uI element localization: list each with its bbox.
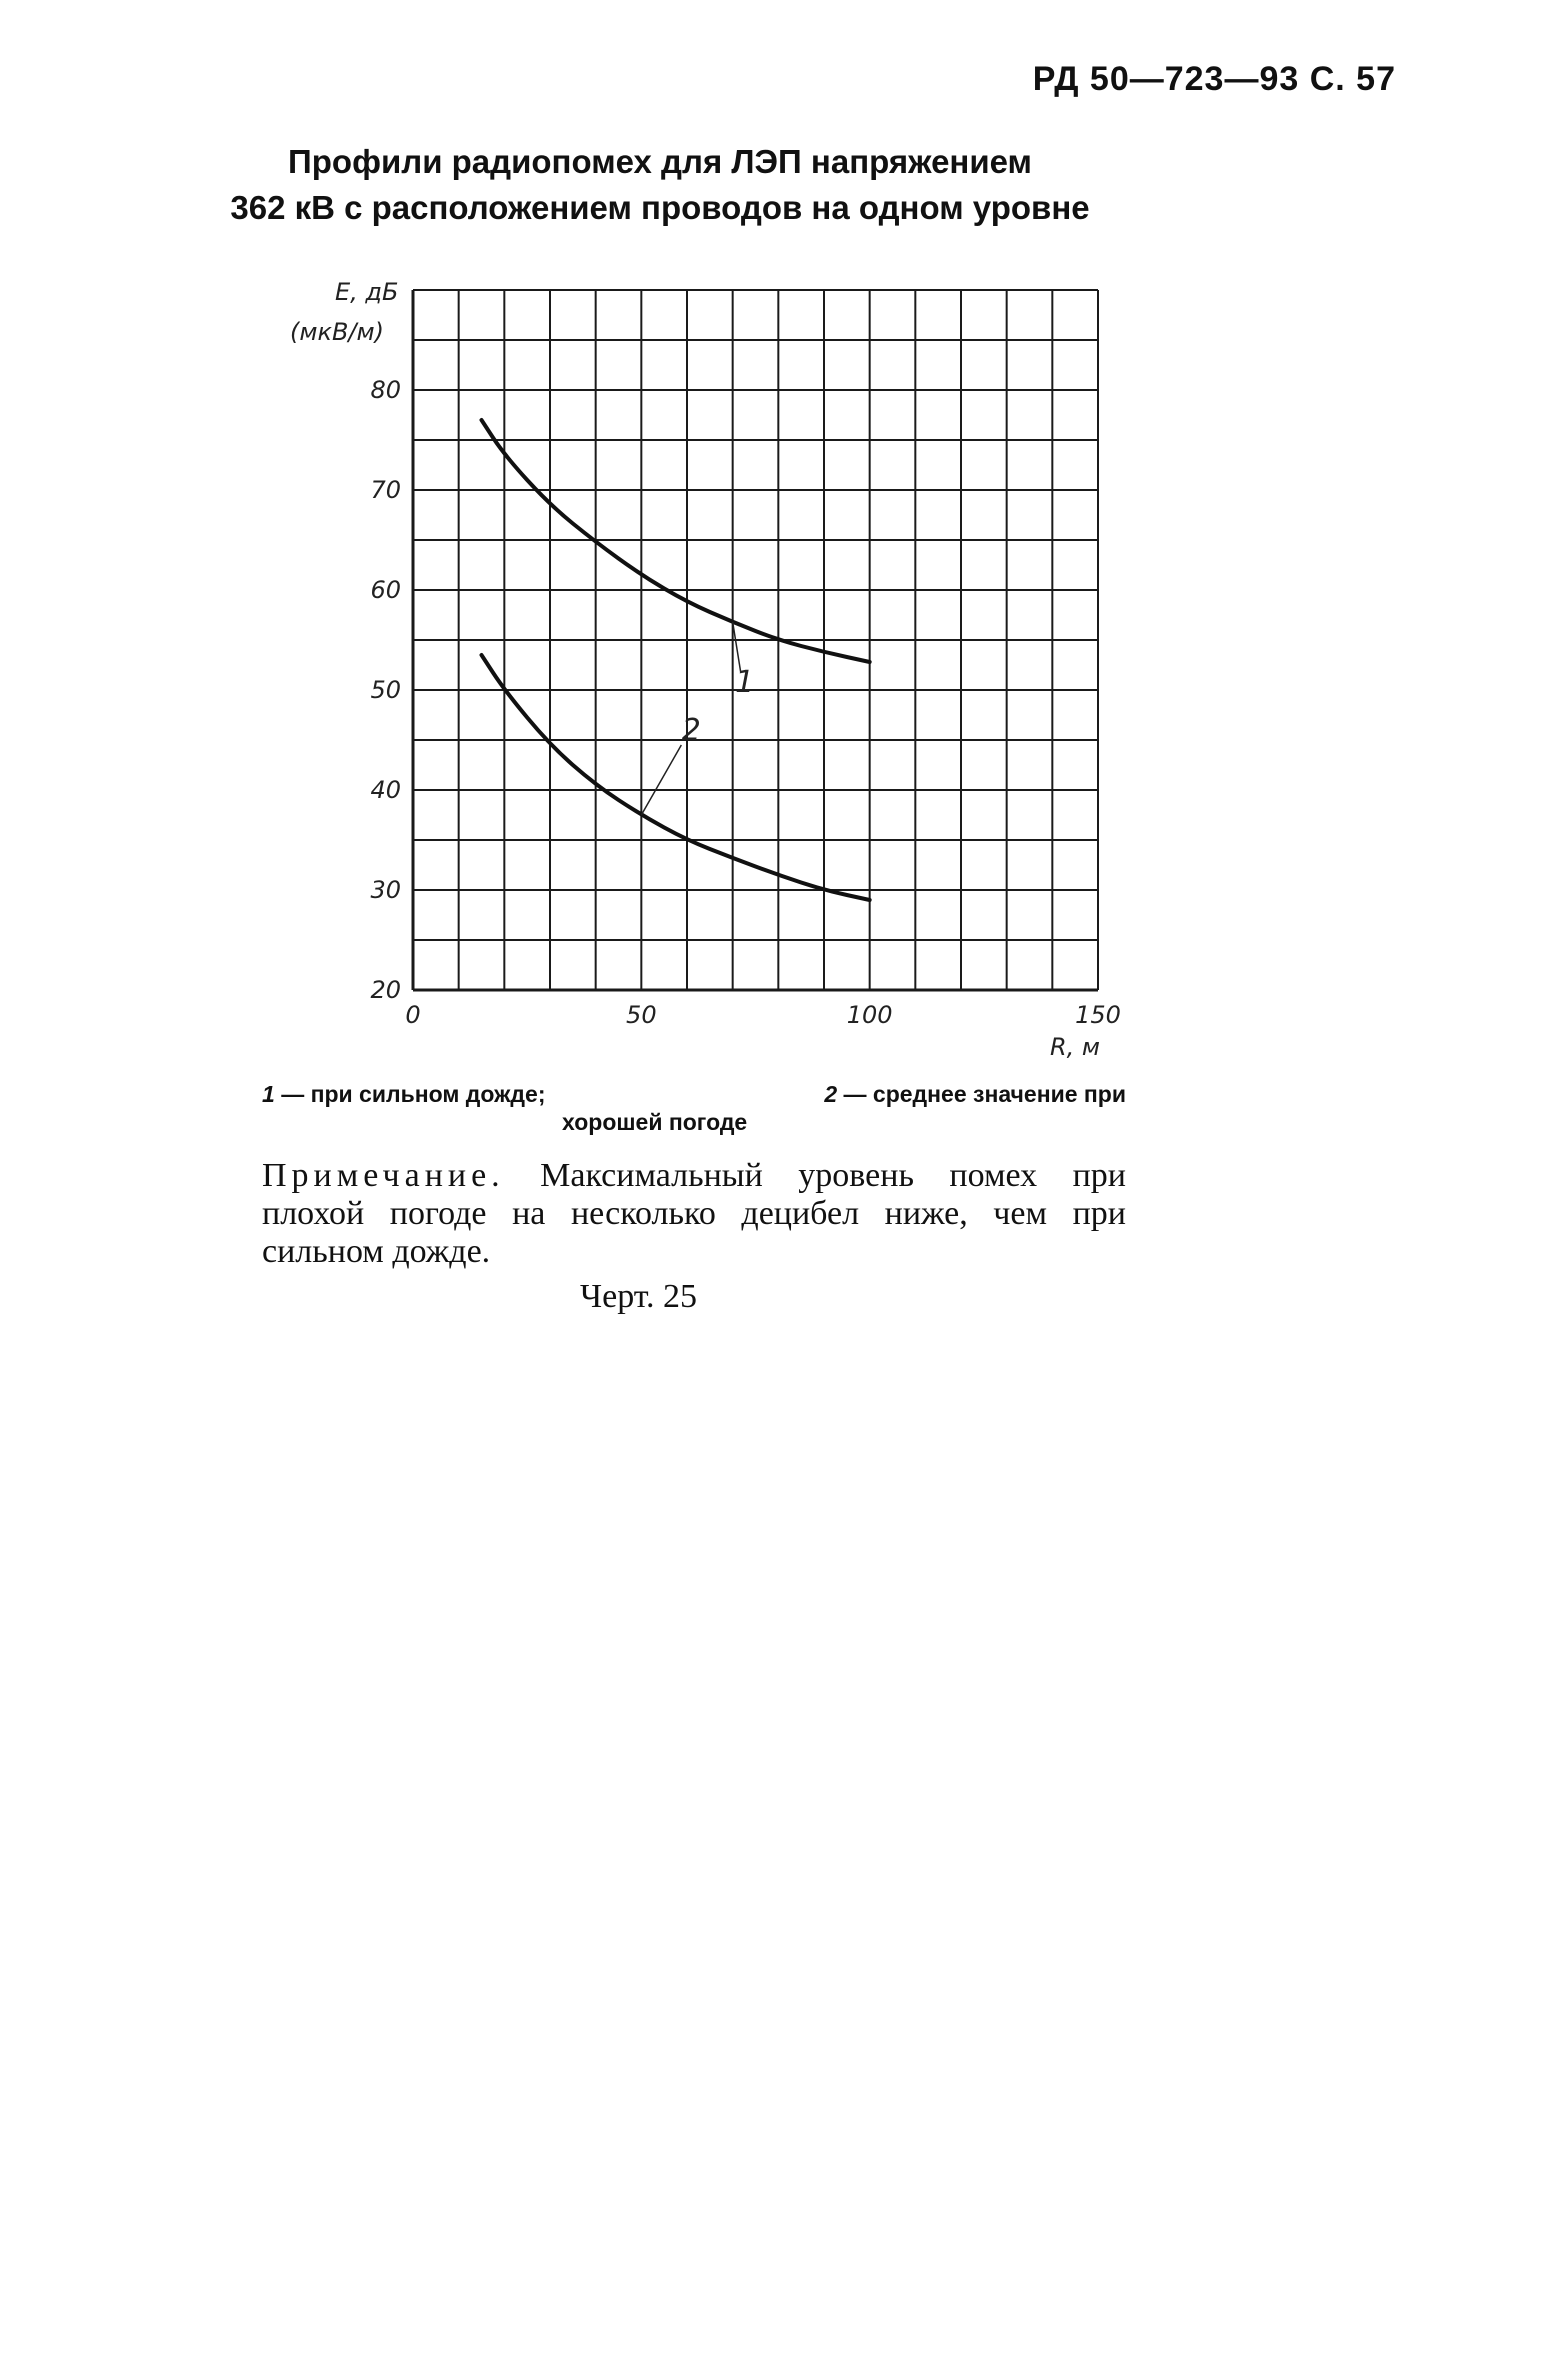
chart <box>0 0 1558 1080</box>
x-axis-label: R, м <box>1050 1033 1101 1061</box>
page-header: РД 50—723—93 С. 57 <box>1032 60 1396 98</box>
series-2-leader <box>641 745 681 815</box>
series-2-line <box>482 655 870 900</box>
y-tick-label: 80 <box>370 376 401 404</box>
y-tick-label: 70 <box>370 476 401 504</box>
chart-ticks <box>370 376 1120 1029</box>
chart-grid <box>413 290 1098 990</box>
x-tick-label: 50 <box>626 1001 657 1029</box>
chart-series <box>481 420 869 900</box>
legend-row <box>262 1080 1126 1108</box>
y-tick-label: 40 <box>370 776 401 804</box>
y-tick-label: 20 <box>370 976 401 1004</box>
x-tick-label: 150 <box>1075 1001 1121 1029</box>
note-paragraph <box>262 1157 1126 1271</box>
legend-item-1 <box>262 1080 545 1108</box>
legend-item-2-continuation: хорошей погоде <box>562 1109 748 1135</box>
chart-legend <box>262 1080 1126 1136</box>
legend-item-1-num: 1 <box>262 1081 275 1107</box>
legend-item-2-text: — среднее значение при <box>843 1081 1126 1107</box>
y-tick-label: 50 <box>370 676 401 704</box>
series-2-label: 2 <box>681 713 701 748</box>
figure-caption: Черт. 25 <box>580 1278 698 1315</box>
x-tick-label: 0 <box>405 1001 421 1029</box>
series-1-label: 1 <box>735 665 755 700</box>
legend-item-2 <box>824 1080 1126 1108</box>
x-tick-label: 100 <box>846 1001 893 1029</box>
legend-item-1-text: — при сильном дожде; <box>281 1081 546 1107</box>
y-tick-label: 30 <box>370 876 401 904</box>
chart-title-line2: 362 кВ с расположением проводов на одном уровне <box>230 189 1090 226</box>
chart-title-line1: Профили радиопомех для ЛЭП напряжением <box>288 143 1032 180</box>
note-lead: Примечание. <box>262 1157 505 1194</box>
y-axis-label-line1: E, дБ <box>335 278 399 306</box>
legend-item-2-num: 2 <box>824 1081 838 1107</box>
y-tick-label: 60 <box>370 576 401 604</box>
y-axis-label-line2: (мкВ/м) <box>290 318 384 346</box>
note-text: Максимальный уровень помех при плохой погоде на несколько децибел ниже, чем при сильном дожде. <box>262 1157 1127 1270</box>
